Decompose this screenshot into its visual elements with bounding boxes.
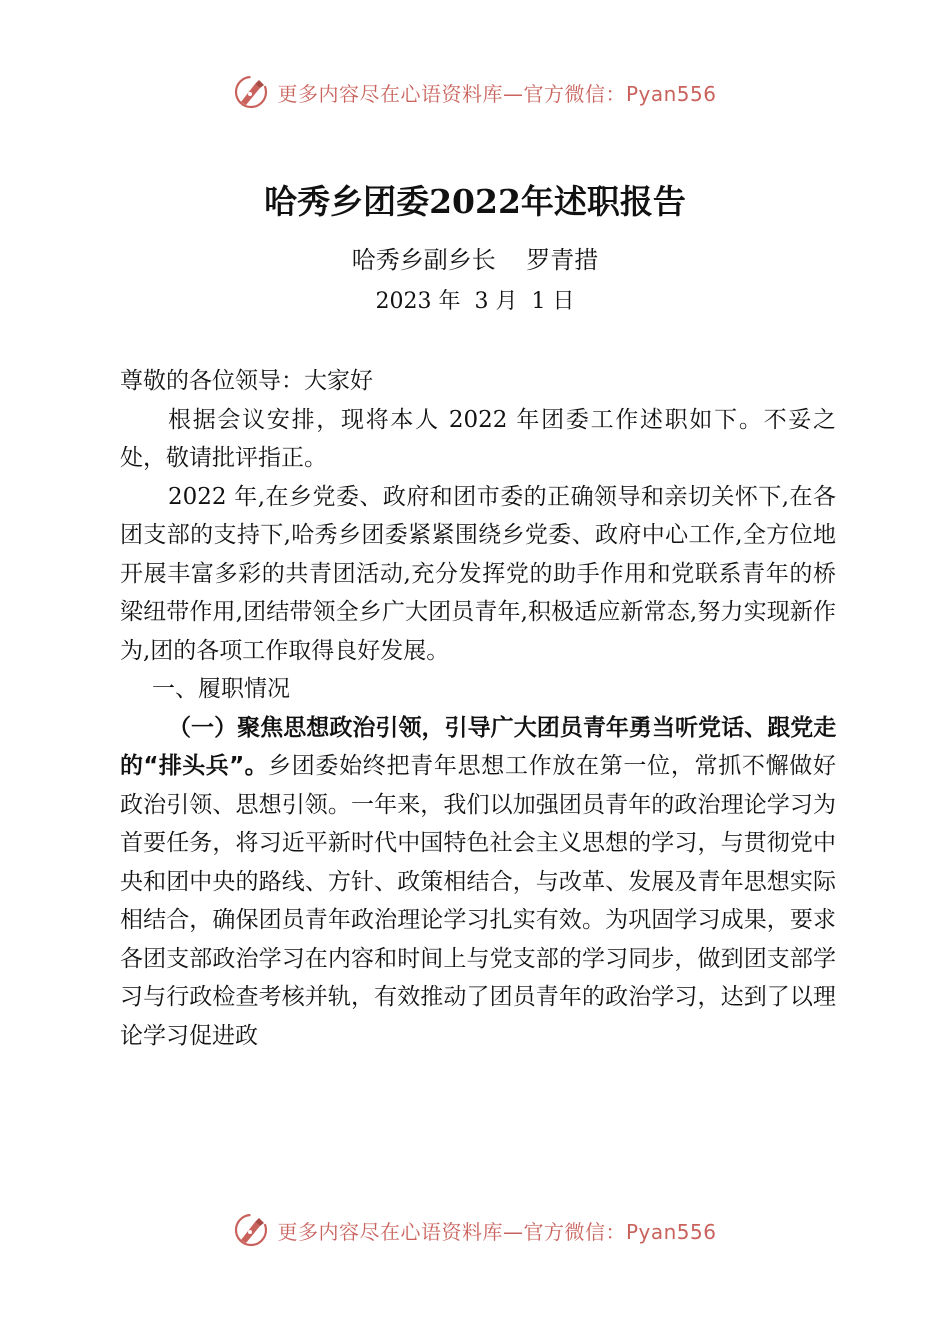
watermark-text: 更多内容尽在心语资料库—官方微信：Pyan556 [277,81,717,106]
subsection-heading: （一）聚焦思想政治引领，引导广大团员青年勇当听党话、跟党走的“排头兵”。 [120,714,836,779]
section-heading: 一、履职情况 [152,676,290,702]
pen-nib-logo-icon [233,74,269,110]
salutation: 尊敬的各位领导：大家好 [120,368,373,394]
footer-watermark [0,1208,950,1252]
subsection-body: 乡团委始终把青年思想工作放在第一位，常抓不懈做好政治引领、思想引领。一年来，我们以加强团员青年的政治理论学习为首要任务，将习近平新时代中国特色社会主义思想的学习，与贯彻党中央和团中央的路线、方针、政策相结合，与改革、发展及青年思想实际相结合，确保团员青年政治理论学习扎实有效。为巩固学习成果，要求各团支部政治学习在内容和时间上与党支部的学习同步，做到团支部学习与行政检查考核并轨，有效推动了团员青年的政治学习，达到了以理论学习促进政 [120,753,836,1049]
date-line: 2023 年 3 月 1 日 [375,289,575,314]
header-watermark [0,70,950,114]
document-title: 哈秀乡团委2022年述职报告 [264,182,686,221]
paragraph-intro: 根据会议安排，现将本人 2022 年团委工作述职如下。不妥之处，敬请批评指正。 [120,406,836,471]
document-body [120,362,836,1055]
author-line: 哈秀乡副乡长 罗青措 [351,246,599,274]
paragraph-overview: 2022 年,在乡党委、政府和团市委的正确领导和亲切关怀下,在各团支部的支持下,哈秀乡团委紧紧围绕乡党委、政府中心工作,全方位地开展丰富多彩的共青团活动,充分发挥党的助手作用和党联系青年的桥梁纽带作用,团结带领全乡广大团员青年,积极适应新常态,努力实现新作为,团的各项工作取得良好发展。 [120,483,836,664]
subsection-paragraph [120,709,836,1056]
watermark-text: 更多内容尽在心语资料库—官方微信：Pyan556 [277,1219,717,1244]
pen-nib-logo-icon [233,1212,269,1248]
